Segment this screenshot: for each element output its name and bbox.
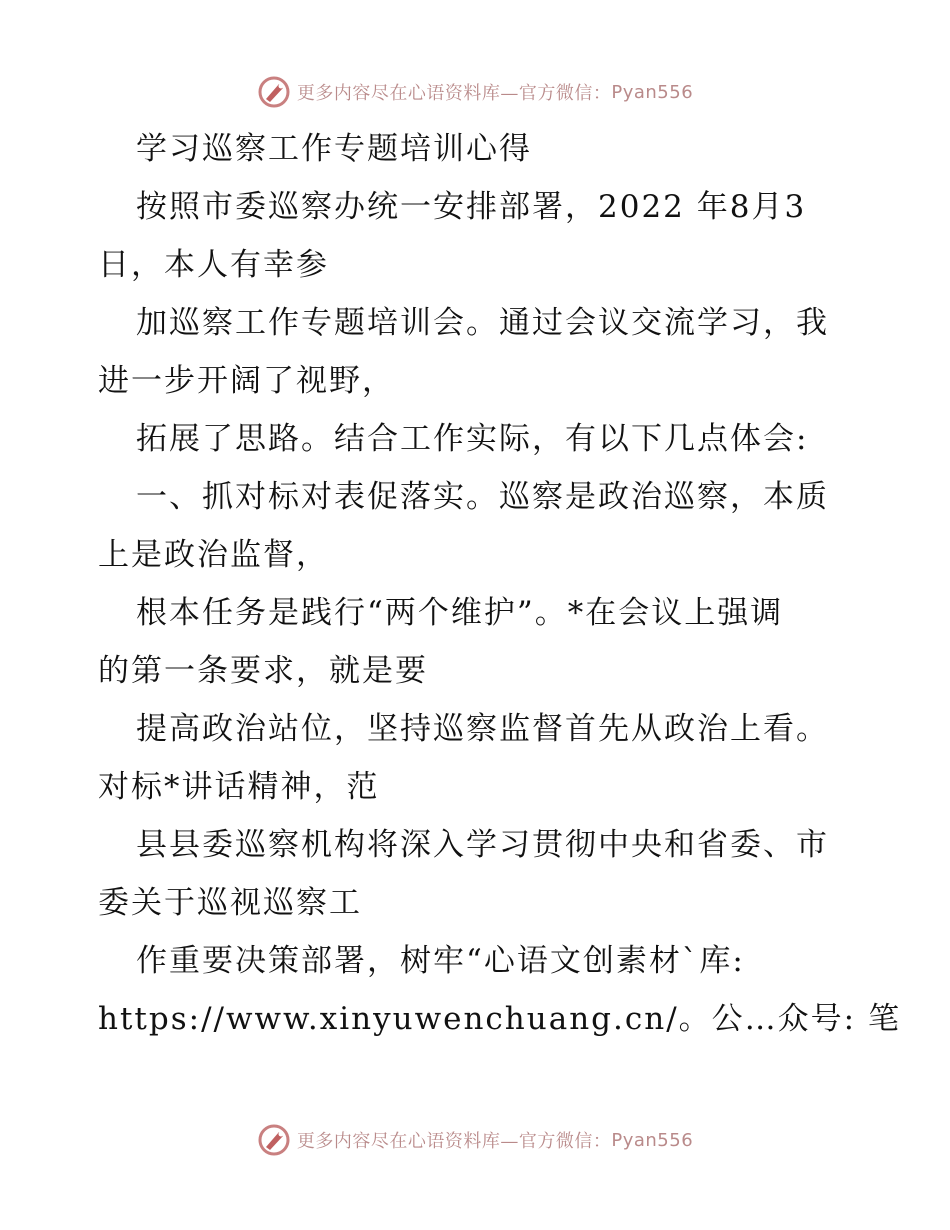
pen-logo-icon [257,1123,291,1157]
text-line: 按照市委巡察办统一安排部署，2022 年8月3 [136,189,807,225]
text-line: 一、抓对标对表促落实。巡察是政治巡察，本质 [136,479,829,515]
text-line: 对标*讲话精神，范 [98,769,380,805]
watermark-text: 更多内容尽在心语资料库—官方微信： [296,83,612,104]
url-line: https://www.xinyuwenchuang.cn/。公…众号: 笔 [98,1001,901,1037]
text-line: 委关于巡视巡察工 [98,885,362,921]
text-line: 根本任务是践行“两个维护”。*在会议上强调 [136,595,784,631]
document-body [98,120,901,1048]
text-line: 县县委巡察机构将深入学习贯彻中央和省委、市 [136,827,829,863]
watermark-id: Pyan556 [611,81,694,103]
text-line: 提高政治站位，坚持巡察监督首先从政治上看。 [136,711,829,747]
text-line: 作重要决策部署，树牢“心语文创素材`库: [136,943,745,979]
watermark-id: Pyan556 [611,1129,694,1151]
text-line: 的第一条要求，就是要 [98,653,428,689]
pen-logo-icon [257,75,291,109]
text-line: 拓展了思路。结合工作实际，有以下几点体会: [136,421,809,457]
doc-title: 学习巡察工作专题培训心得 [136,131,532,167]
watermark-text: 更多内容尽在心语资料库—官方微信： [296,1131,612,1152]
watermark-header [0,72,950,112]
text-line: 加巡察工作专题培训会。通过会议交流学习，我 [136,305,829,341]
watermark-footer [0,1120,950,1160]
text-line: 上是政治监督， [98,537,329,573]
text-line: 进一步开阔了视野， [98,363,395,399]
text-line: 日，本人有幸参 [98,247,329,283]
